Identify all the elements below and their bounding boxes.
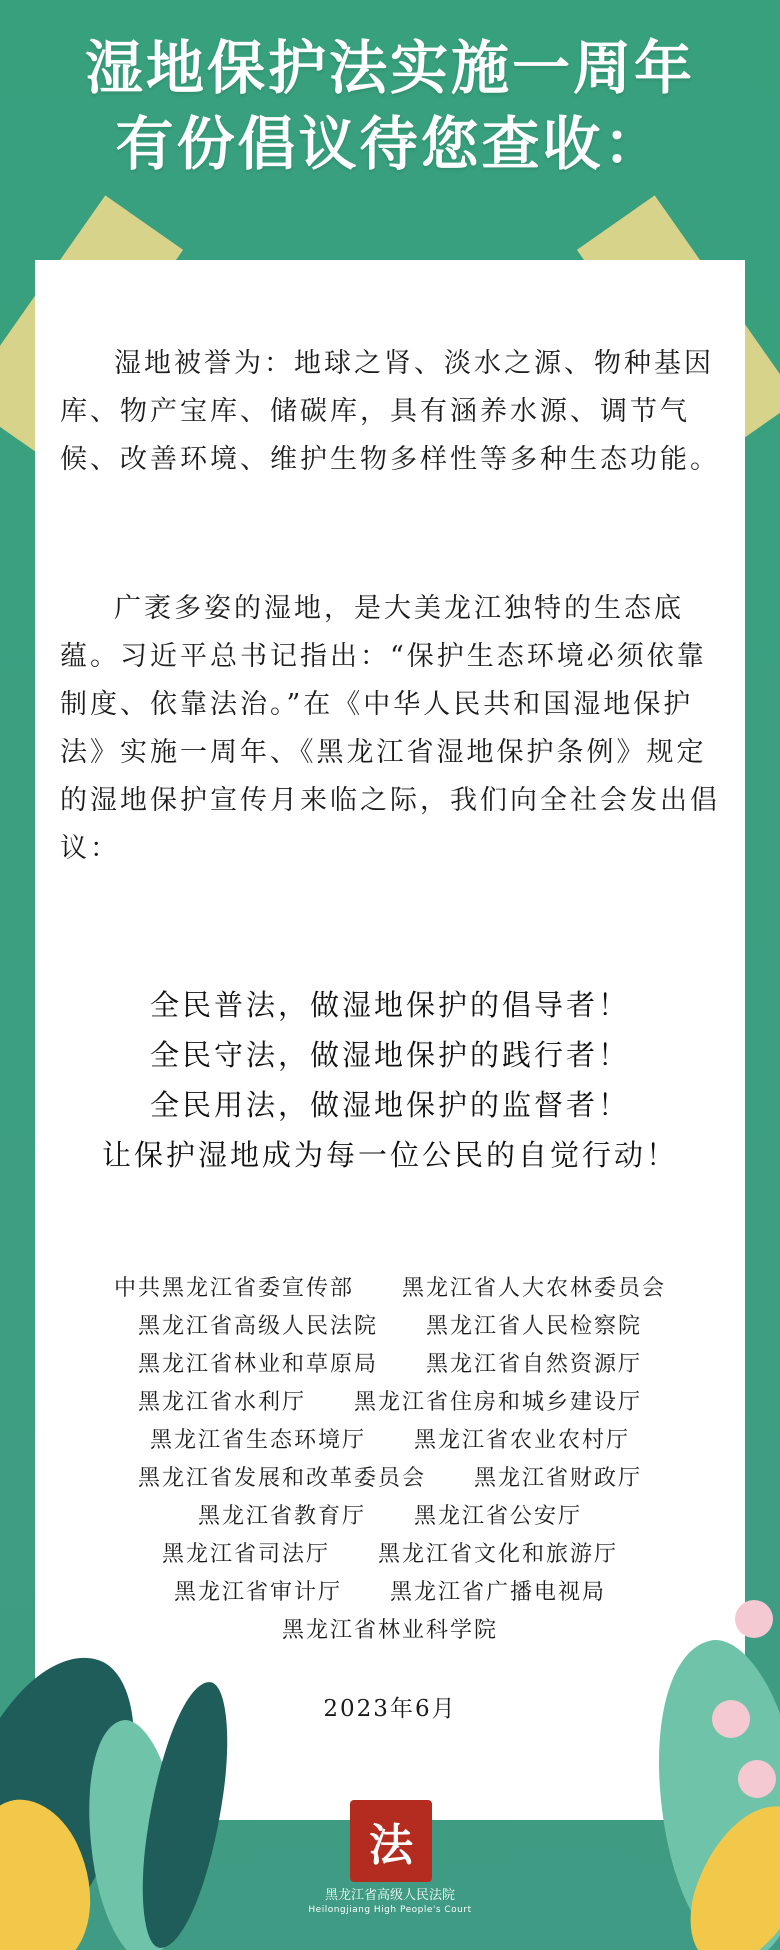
signer-line: 中共黑龙江省委宣传部 黑龙江省人大农林委员会 xyxy=(113,1276,666,1301)
flower-decoration xyxy=(735,1600,773,1638)
paragraph-2: 广袤多姿的湿地，是大美龙江独特的生态底蕴。习近平总书记指出：“保护生态环境必须依靠制度、依靠法治。”在《中华人民共和国湿地保护法》实施一周年、《黑龙江省湿地保护条例》规定的湿地保护宣传月来临之际，我们向全社会发出倡议： xyxy=(60,593,720,864)
signer-line: 黑龙江省林业科学院 xyxy=(281,1618,498,1643)
flower-decoration xyxy=(738,1760,776,1798)
poster-title xyxy=(0,30,780,182)
signer-line: 黑龙江省高级人民法院 黑龙江省人民检察院 xyxy=(137,1314,642,1339)
logo-name: 黑龙江省高级人民法院 xyxy=(324,1888,455,1903)
signer-line: 黑龙江省司法厅 黑龙江省文化和旅游厅 xyxy=(161,1542,618,1567)
seal-glyph: 法 xyxy=(369,1820,413,1871)
signer-line: 黑龙江省生态环境厅 黑龙江省农业农村厅 xyxy=(149,1428,630,1453)
court-seal-icon xyxy=(350,1800,432,1882)
title-line-1: 湿地保护法实施一周年 xyxy=(84,34,695,102)
call-line-3: 全民用法，做湿地保护的监督者！ xyxy=(149,1088,630,1122)
call-line-2: 全民守法，做湿地保护的践行者！ xyxy=(149,1038,630,1072)
call-line-1: 全民普法，做湿地保护的倡导者！ xyxy=(149,988,630,1022)
logo-english: Heilongjiang High People's Court xyxy=(308,1905,472,1915)
title-line-2: 有份倡议待您查收： xyxy=(115,110,665,178)
paragraph-1: 湿地被誉为：地球之肾、淡水之源、物种基因库、物产宝库、储碳库，具有涵养水源、调节气候、改善环境、维护生物多样性等多种生态功能。 xyxy=(60,348,720,475)
call-line-4: 让保护湿地成为每一位公民的自觉行动！ xyxy=(101,1138,678,1172)
issue-date: 2023年6月 xyxy=(323,1696,457,1722)
signer-line: 黑龙江省林业和草原局 黑龙江省自然资源厅 xyxy=(137,1352,642,1377)
signer-line: 黑龙江省教育厅 黑龙江省公安厅 xyxy=(197,1504,582,1529)
signer-list xyxy=(60,1270,720,1650)
signer-line: 黑龙江省发展和改革委员会 黑龙江省财政厅 xyxy=(137,1466,642,1491)
signer-line: 黑龙江省水利厅 黑龙江省住房和城乡建设厅 xyxy=(137,1390,642,1415)
signer-line: 黑龙江省审计厅 黑龙江省广播电视局 xyxy=(173,1580,606,1605)
call-to-action xyxy=(60,980,720,1180)
flower-decoration xyxy=(712,1700,750,1738)
